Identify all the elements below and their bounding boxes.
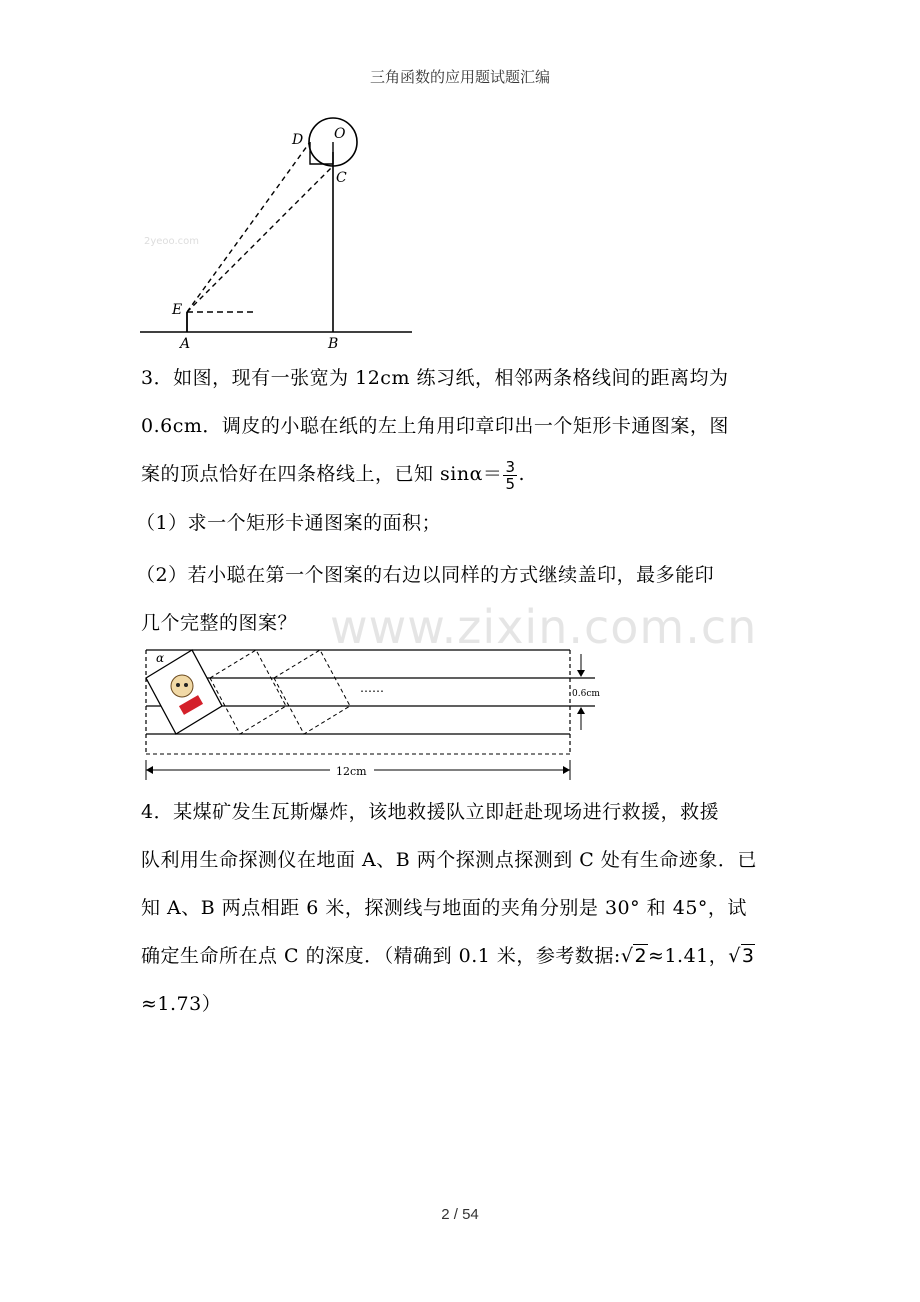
sqrt-2-radicand: 2	[634, 945, 648, 967]
problem-3-question-2-line-2: 几个完整的图案？	[141, 612, 298, 634]
arrow-up-head	[577, 707, 585, 714]
cartoon-face	[171, 675, 193, 697]
problem-3-line-3	[141, 450, 781, 498]
fraction-3-5	[503, 459, 517, 492]
cartoon-eye-right	[184, 683, 188, 687]
figure-paper-stamps	[140, 642, 602, 784]
width-arrow-right	[563, 766, 570, 774]
problem-3-line-3-text: 案的顶点恰好在四条格线上，已知 sinα＝	[141, 463, 503, 485]
sqrt-3-radicand: 3	[741, 945, 755, 967]
stamp-rectangle-2	[210, 650, 286, 734]
problem-4-line-5: ≈1.73）	[141, 993, 222, 1015]
label-e: E	[172, 302, 183, 318]
dashed-ec	[187, 166, 333, 312]
arrow-down-head	[577, 670, 585, 677]
problem-4-line-3: 知 A、B 两点相距 6 米，探测线与地面的夹角分别是 30° 和 45°，试	[141, 897, 747, 919]
cartoon-eye-left	[176, 683, 180, 687]
sqrt-2: √2	[620, 945, 648, 967]
problem-3-line-3-end: .	[518, 463, 526, 485]
problem-3-line-1: 3．如图，现有一张宽为 12cm 练习纸，相邻两条格线间的距离均为	[141, 367, 729, 389]
figure-tower-diagram	[136, 112, 416, 352]
dashed-ed	[187, 142, 310, 312]
continuation-dots: ……	[360, 681, 384, 695]
sqrt-3: √3	[728, 945, 755, 967]
fraction-denominator: 5	[505, 474, 516, 493]
page-header: 三角函数的应用题试题汇编	[369, 68, 550, 86]
fraction-numerator: 3	[505, 457, 516, 476]
problem-4-text	[141, 788, 781, 1028]
stamp-rectangle-3	[274, 650, 350, 734]
width-label: 12cm	[336, 765, 367, 778]
figure-watermark: 2yeoo.com	[144, 236, 200, 247]
page-number: 2 / 54	[441, 1206, 479, 1223]
problem-3-text	[141, 354, 781, 498]
problem-3-line-2: 0.6cm．调皮的小聪在纸的左上角用印章印出一个矩形卡通图案，图	[141, 415, 729, 437]
label-a: A	[180, 336, 191, 352]
site-watermark: www.zixin.com.cn	[330, 600, 758, 654]
spacing-label: 0.6cm	[572, 689, 600, 699]
width-arrow-left	[146, 766, 153, 774]
problem-4-line-4	[141, 932, 781, 980]
label-d: D	[292, 132, 304, 148]
problem-4-line-2: 队利用生命探测仪在地面 A、B 两个探测点探测到 C 处有生命迹象．已	[141, 849, 757, 871]
problem-3-question-1: （1）求一个矩形卡通图案的面积；	[136, 512, 442, 534]
label-c: C	[336, 170, 347, 186]
corner-mark	[310, 142, 333, 164]
problem-4-line-4-text: 确定生命所在点 C 的深度．（精确到 0.1 米，参考数据:	[141, 945, 621, 967]
problem-3-question-2-line-1: （2）若小聪在第一个图案的右边以同样的方式继续盖印，最多能印	[136, 564, 715, 586]
approx-1: ≈1.41，	[648, 945, 729, 967]
label-o: O	[334, 126, 346, 142]
problem-4-line-1: 4．某煤矿发生瓦斯爆炸，该地救援队立即赶赴现场进行救援，救援	[141, 801, 720, 823]
label-b: B	[328, 336, 339, 352]
alpha-label: α	[156, 651, 165, 665]
